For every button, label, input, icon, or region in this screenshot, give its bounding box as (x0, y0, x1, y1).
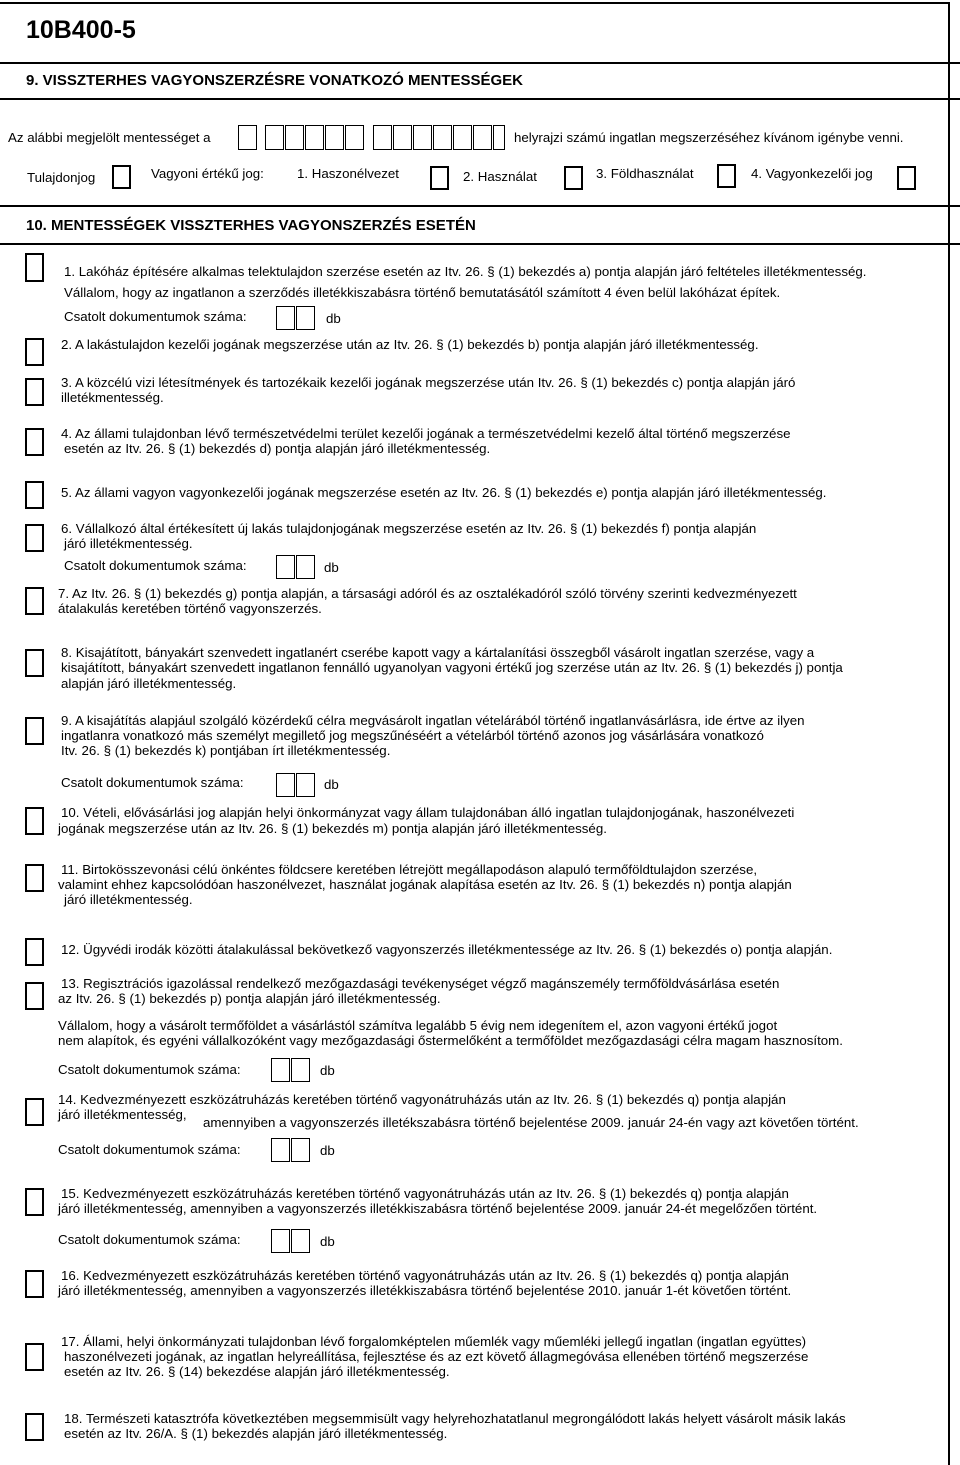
item-17-checkbox[interactable] (25, 1343, 44, 1371)
item-16-text-cont: járó illetékmentesség, amennyiben a vagyonszerzés illetékkiszabásra történő bejelentése 2010. január 1-ét követően történt. (58, 1283, 792, 1298)
item-6-text-cont: járó illetékmentesség. (64, 536, 193, 551)
item-4-text: 4. Az állami tulajdonban lévő természetvédelmi terület kezelői jogának a természetvédelmi kezelő által történő megszerzése (61, 426, 791, 441)
section-9-title: 9. VISSZTERHES VAGYONSZERZÉSRE VONATKOZÓ MENTESSÉGEK (26, 72, 524, 89)
item-13-text-cont: az Itv. 26. § (1) bekezdés p) pontja alapján járó illetékmentesség. (58, 991, 441, 1006)
item-3-text-cont: illetékmentesség. (61, 390, 164, 405)
usufruct-checkbox[interactable] (430, 166, 449, 190)
item-10-text-cont: jogának megszerzése után az Itv. 26. § (1) bekezdés m) pontja alapján járó illetékmentesség. (58, 821, 607, 836)
item-9-attached-label: Csatolt dokumentumok száma: (61, 775, 244, 790)
item-4-checkbox[interactable] (25, 428, 44, 456)
item-6-text: 6. Vállalkozó által értékesített új lakás tulajdonjogának megszerzése esetén az Itv. 26. § (1) bekezdés f) pontja alapján (61, 521, 757, 536)
property-right-label: Vagyoni értékű jog: (151, 166, 264, 181)
item-18-text: 18. Természeti katasztrófa következtében megsemmisült vagy helyrehozhatatlanul megrongálódott lakás helyett vásárolt másik lakás (64, 1411, 846, 1426)
item-10-text: 10. Vételi, elővásárlási jog alapján helyi önkormányzat vagy állam tulajdonában álló ingatlan tulajdonjogának, haszonélvezeti (61, 805, 795, 820)
item-15-text-cont: járó illetékmentesség, amennyiben a vagyonszerzés illetékkiszabásra történő bejelentése 2009. január 24-ét megelőzően történt. (58, 1201, 818, 1216)
item-1-undertaking: Vállalom, hogy az ingatlanon a szerződés illetékkiszabásra történő bemutatásától számított 4 éven belül lakóházat építek. (64, 285, 781, 300)
item-17-text: 17. Állami, helyi önkormányzati tulajdonban lévő forgalomképtelen műemlék vagy műemléki jellegű ingatlan (ingatlan együttes) (61, 1334, 807, 1349)
frame-top (0, 2, 950, 4)
item-15-db: db (320, 1234, 335, 1249)
item-17-text-cont2: esetén az Itv. 26. § (14) bekezdése alapján járó illetékmentesség. (64, 1364, 450, 1379)
item-18-text-cont: esetén az Itv. 26/A. § (1) bekezdés alapján járó illetékmentesség. (64, 1426, 448, 1441)
item-2-text: 2. A lakástulajdon kezelői jogának megszerzése után az Itv. 26. § (1) bekezdés b) pontja alapján járó illetékmentesség. (61, 337, 759, 352)
item-6-attached-label: Csatolt dokumentumok száma: (64, 558, 247, 573)
item-7-text: 7. Az Itv. 26. § (1) bekezdés g) pontja alapján, a társasági adóról és az osztalékadóról szóló törvény szerinti kedvezményezett (58, 586, 797, 601)
item-8-text: 8. Kisajátított, bányakárt szenvedett ingatlanért cserébe kapott vagy a kártalanítási összegből vásárolt ingatlan szerzése, vagy a (61, 645, 815, 660)
section-10-title: 10. MENTESSÉGEK VISSZTERHES VAGYONSZERZÉS ESETÉN (26, 217, 476, 234)
item-13-checkbox[interactable] (25, 982, 44, 1010)
item-9-text-cont: ingatlanra vonatkozó más személyt megillető jog megszűnéséért a vételárból történő azonos jog vásárlására vonatkozó (61, 728, 764, 743)
item-13-attached-label: Csatolt dokumentumok száma: (58, 1062, 241, 1077)
use-label: 2. Használat (463, 169, 537, 184)
item-17-text-cont: haszonélvezeti jogának, az ingatlan helyreállítása, fejlesztése és az ezt követő állagmegóvása ellenében történő megszerzése (64, 1349, 809, 1364)
item-15-checkbox[interactable] (25, 1188, 44, 1216)
item-11-checkbox[interactable] (25, 864, 44, 892)
land-use-label: 3. Földhasználat (596, 166, 694, 181)
item-8-text-cont2: alapján járó illetékmentesség. (61, 676, 237, 691)
item-9-text-cont2: Itv. 26. § (1) bekezdés k) pontjában írt illetékmentesség. (61, 743, 391, 758)
usufruct-label: 1. Haszonélvezet (297, 166, 399, 181)
frame-divider-3 (0, 205, 960, 207)
item-9-checkbox[interactable] (25, 717, 44, 745)
item-13-text: 13. Regisztrációs igazolással rendelkező mezőgazdasági tevékenységet végző magánszemély termőföldvásárlása esetén (61, 976, 780, 991)
item-13-undertaking-cont: nem alapítok, és egyéni vállalkozóként vagy mezőgazdasági őstermelőként a termőföldet mezőgazdasági célra magam hasznosítom. (58, 1033, 843, 1048)
land-use-checkbox[interactable] (717, 164, 736, 188)
item-14-text: 14. Kedvezményezett eszközátruházás keretében történő vagyonátruházás után az Itv. 26. § (1) bekezdés q) pontja alapján (58, 1092, 786, 1107)
frame-divider-4 (0, 243, 960, 245)
item-1-db: db (326, 311, 341, 326)
asset-management-checkbox[interactable] (897, 166, 916, 190)
item-9-db: db (324, 777, 339, 792)
parcel-label-right: helyrajzi számú ingatlan megszerzéséhez kívánom igénybe venni. (514, 130, 904, 145)
frame-divider-2 (0, 98, 960, 100)
item-14-checkbox[interactable] (25, 1098, 44, 1126)
item-7-text-cont: átalakulás keretében történő vagyonszerzés. (58, 601, 322, 616)
item-13-db: db (320, 1063, 335, 1078)
parcel-label-left: Az alábbi megjelölt mentességet a (8, 130, 211, 145)
item-4-text-cont: esetén az Itv. 26. § (1) bekezdés d) pontja alapján járó illetékmentesség. (64, 441, 491, 456)
item-18-checkbox[interactable] (25, 1413, 44, 1441)
item-2-checkbox[interactable] (25, 338, 44, 366)
item-14-db: db (320, 1143, 335, 1158)
frame-divider-1 (0, 62, 960, 64)
item-15-attached-label: Csatolt dokumentumok száma: (58, 1232, 241, 1247)
item-14-attached-label: Csatolt dokumentumok száma: (58, 1142, 241, 1157)
item-1-text: 1. Lakóház építésére alkalmas telektulajdon szerzése esetén az Itv. 26. § (1) bekezdés a) pontja alapján járó feltételes illetékmentesség. (64, 264, 867, 279)
item-16-text: 16. Kedvezményezett eszközátruházás keretében történő vagyonátruházás után az Itv. 26. § (1) bekezdés q) pontja alapján (61, 1268, 789, 1283)
item-1-attached-label: Csatolt dokumentumok száma: (64, 309, 247, 324)
item-12-checkbox[interactable] (25, 938, 44, 966)
item-11-text: 11. Birtokösszevonási célú önkéntes földcsere keretében létrejött megállapodáson alapuló termőföldtulajdon szerzése, (61, 862, 758, 877)
item-1-checkbox[interactable] (25, 253, 44, 282)
item-14-condition: amennyiben a vagyonszerzés illetékszabásra történő bejelentése 2009. január 24-én vagy azt követően történt. (203, 1115, 859, 1130)
item-15-text: 15. Kedvezményezett eszközátruházás keretében történő vagyonátruházás után az Itv. 26. § (1) bekezdés q) pontja alapján (61, 1186, 789, 1201)
item-5-text: 5. Az állami vagyon vagyonkezelői jogának megszerzése esetén az Itv. 26. § (1) bekezdés e) pontja alapján járó illetékmentesség. (61, 485, 827, 500)
item-9-text: 9. A kisajátítás alapjául szolgáló közérdekű célra megvásárolt ingatlan vételárából történő ingatlanvásárlásra, ide értve az ilyen (61, 713, 805, 728)
item-12-text: 12. Ügyvédi irodák közötti átalakulással bekövetkező vagyonszerzés illetékmentessége az Itv. 26. § (1) bekezdés o) pontja alapján. (61, 942, 833, 957)
item-5-checkbox[interactable] (25, 481, 44, 509)
ownership-label: Tulajdonjog (27, 170, 96, 185)
item-3-checkbox[interactable] (25, 378, 44, 406)
asset-management-label: 4. Vagyonkezelői jog (751, 166, 873, 181)
item-8-text-cont: kisajátított, bányakárt szenvedett ingatlanon fennálló ugyanolyan vagyoni értékű jog szerzése után az Itv. 26. § (1) bekezdés j) pontja (61, 660, 843, 675)
item-16-checkbox[interactable] (25, 1270, 44, 1298)
item-11-text-cont: valamint ehhez kapcsolódóan haszonélvezet, használat jogának alapítása esetén az Itv. 26. § (1) bekezdés n) pontja alapján (58, 877, 792, 892)
item-8-checkbox[interactable] (25, 649, 44, 677)
item-10-checkbox[interactable] (25, 807, 44, 835)
item-3-text: 3. A közcélú vizi létesítmények és tartozékaik kezelői jogának megszerzése után Itv. 26. § (1) bekezdés c) pontja alapján járó (61, 375, 796, 390)
frame-right (948, 2, 950, 1465)
item-11-text-cont2: járó illetékmentesség. (64, 892, 193, 907)
item-7-checkbox[interactable] (25, 587, 44, 615)
item-6-checkbox[interactable] (25, 524, 44, 552)
form-code: 10B400-5 (26, 16, 136, 44)
item-6-db: db (324, 560, 339, 575)
ownership-checkbox[interactable] (112, 165, 131, 189)
item-13-undertaking: Vállalom, hogy a vásárolt termőföldet a vásárlástól számítva legalább 5 évig nem idegenítem el, azon vagyoni értékű jogot (58, 1018, 778, 1033)
item-14-text-cont: járó illetékmentesség, (58, 1107, 187, 1122)
use-checkbox[interactable] (564, 166, 583, 190)
